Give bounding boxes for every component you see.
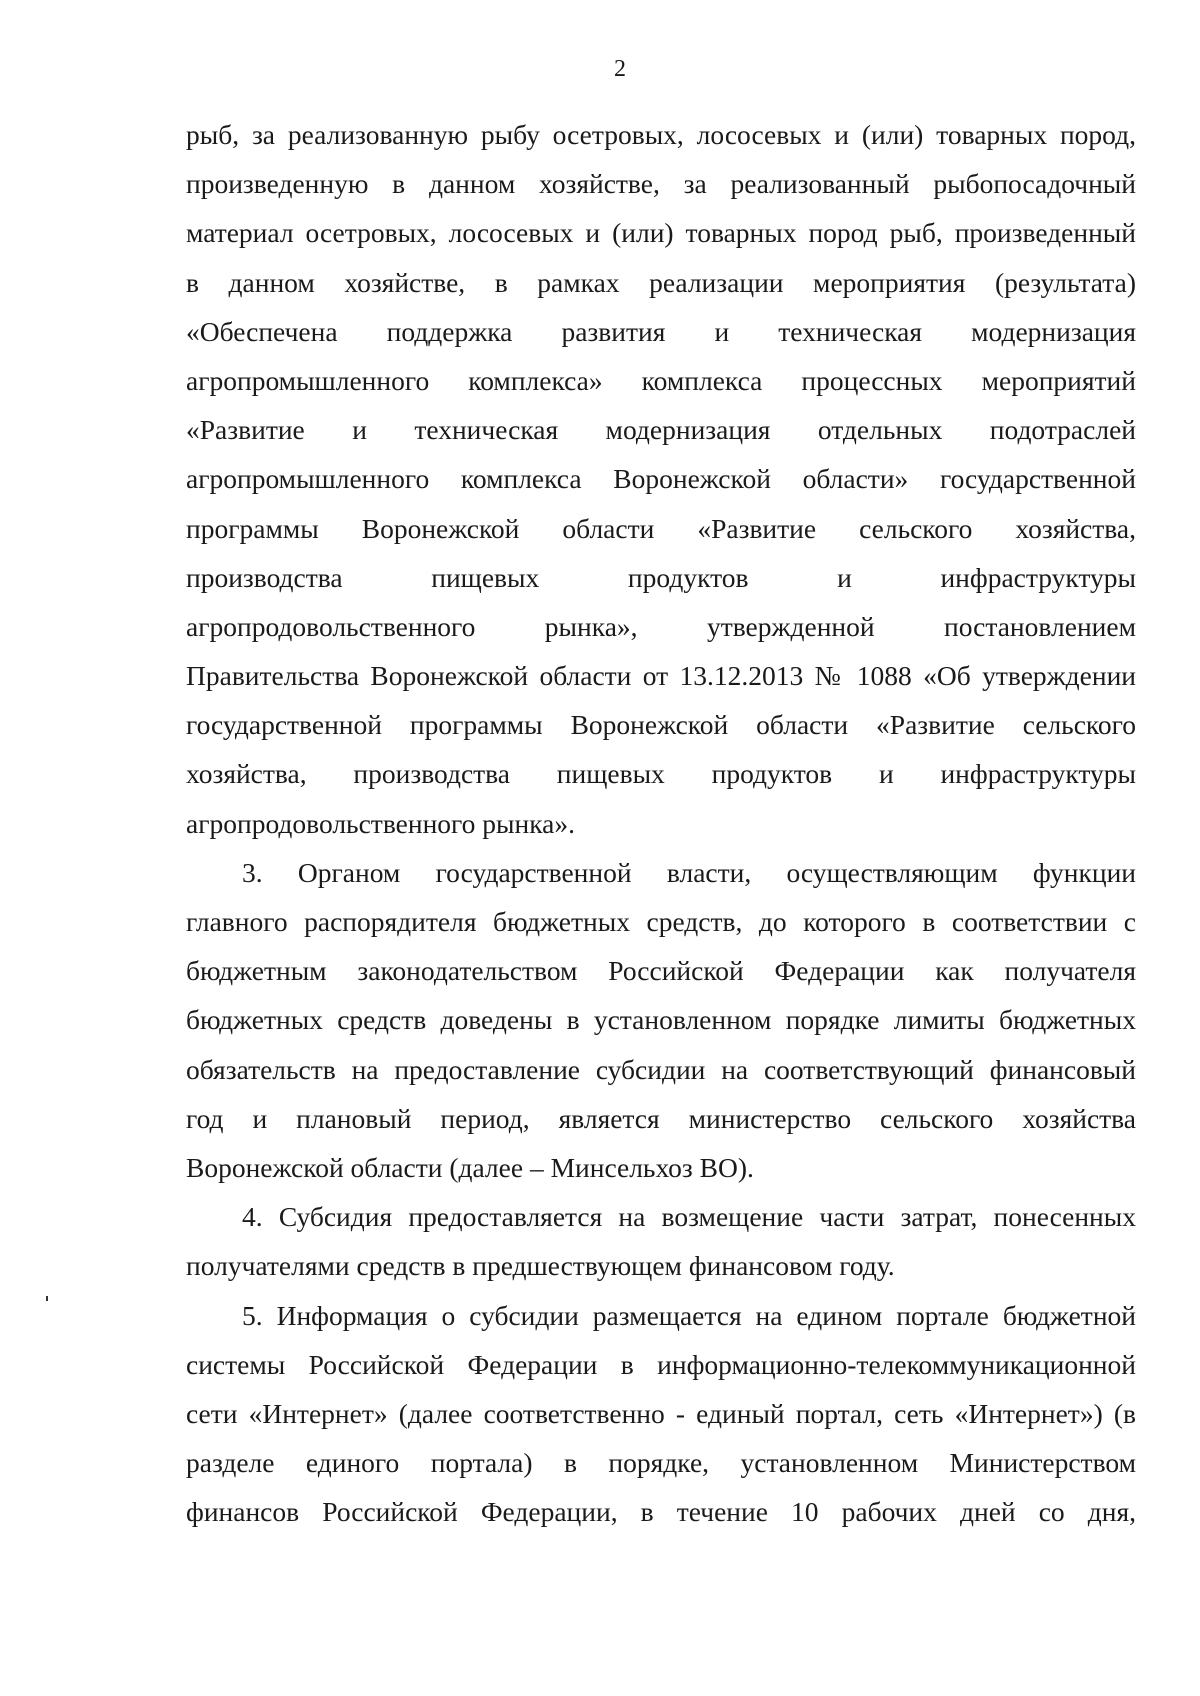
text-line: материал осетровых, лососевых и (или) товарных пород рыб, произведенный — [186, 217, 1136, 249]
scan-speck — [46, 1296, 48, 1301]
text-line: рыб, за реализованную рыбу осетровых, лососевых и (или) товарных пород, — [186, 119, 1136, 150]
text-line: главного распорядителя бюджетных средств, до которого в соответствии с — [186, 906, 1136, 937]
body-text — [186, 110, 1136, 1536]
text-line: Правительства Воронежской области от 13.12.2013 № 1088 «Об утверждении — [186, 660, 1136, 692]
page-number: 2 — [614, 56, 626, 82]
text-line: «Обеспечена поддержка развития и техническая модернизация — [186, 315, 1136, 347]
text-line: «Развитие и техническая модернизация отдельных подотраслей — [186, 414, 1136, 446]
text-line: сети «Интернет» (далее соответственно - единый портал, сеть «Интернет») (в — [186, 1397, 1136, 1429]
text-line: разделе единого портала) в порядке, установленном Министерством — [186, 1447, 1136, 1479]
text-line: агропродовольственного рынка», утвержденной постановлением — [186, 610, 1136, 642]
text-line: в данном хозяйстве, в рамках реализации мероприятия (результата) — [186, 266, 1136, 298]
text-line: бюджетным законодательством Российской Федерации как получателя — [186, 955, 1136, 987]
text-line: Воронежской области (далее – Минсельхоз ВО). — [186, 1151, 754, 1183]
text-line: производства пищевых продуктов и инфраструктуры — [186, 561, 1136, 593]
text-line: обязательств на предоставление субсидии на соответствующий финансовый — [186, 1053, 1136, 1085]
text-line: системы Российской Федерации в информационно-телекоммуникационной — [186, 1348, 1136, 1380]
text-line: бюджетных средств доведены в установленном порядке лимиты бюджетных — [186, 1004, 1136, 1036]
text-line: агропромышленного комплекса» комплекса процессных мероприятий — [186, 364, 1136, 396]
paragraph-3-line: 3. Органом государственной власти, осуществляющим функции — [242, 856, 1136, 888]
text-line: государственной программы Воронежской области «Развитие сельского — [186, 709, 1136, 741]
text-line: получателями средств в предшествующем финансовом году. — [186, 1250, 895, 1282]
text-line: агропродовольственного рынка». — [186, 807, 575, 839]
paragraph-5-line: 5. Информация о субсидии размещается на едином портале бюджетной — [242, 1299, 1136, 1331]
text-line: год и плановый период, является министерство сельского хозяйства — [186, 1102, 1136, 1134]
text-line: агропромышленного комплекса Воронежской области» государственной — [186, 463, 1136, 495]
text-line: произведенную в данном хозяйстве, за реализованный рыбопосадочный — [186, 168, 1136, 200]
paragraph-4-line: 4. Субсидия предоставляется на возмещение части затрат, понесенных — [242, 1201, 1136, 1233]
text-line: хозяйства, производства пищевых продуктов и инфраструктуры — [186, 758, 1136, 790]
text-line: программы Воронежской области «Развитие сельского хозяйства, — [186, 512, 1136, 544]
text-line: финансов Российской Федерации, в течение 10 рабочих дней со дня, — [186, 1496, 1136, 1528]
